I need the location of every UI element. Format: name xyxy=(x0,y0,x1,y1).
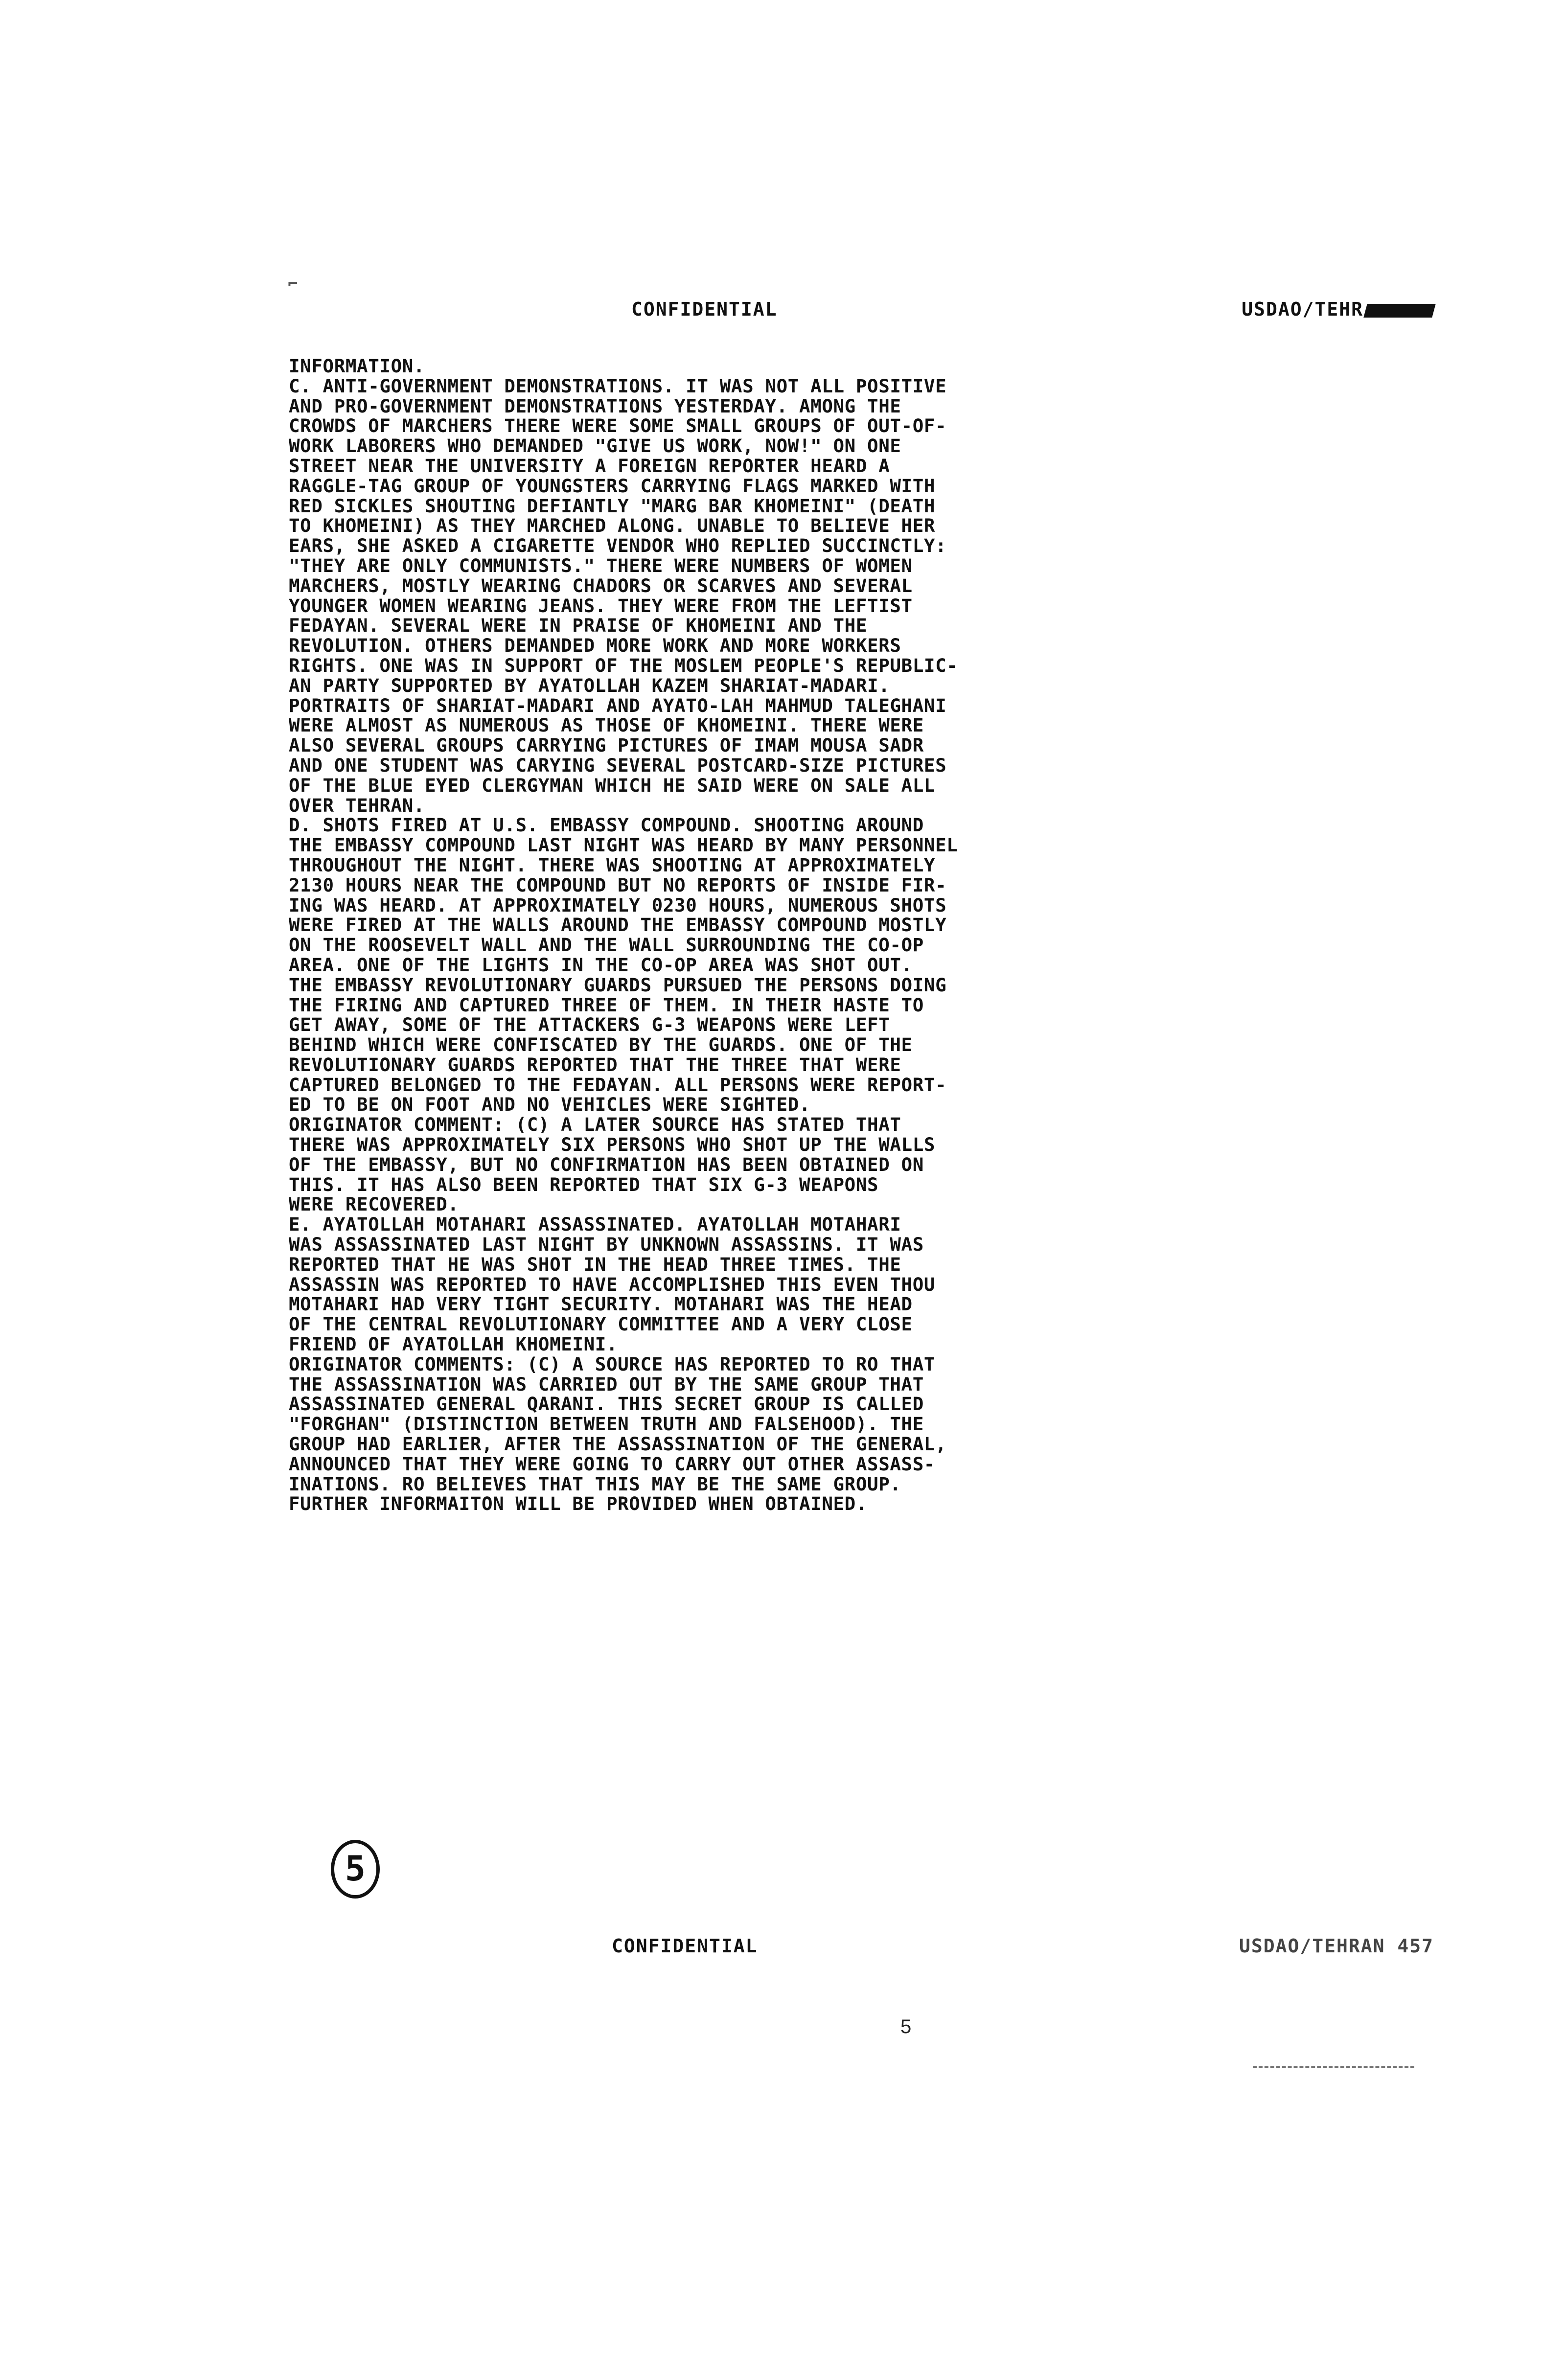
body-line: STREET NEAR THE UNIVERSITY A FOREIGN REPORTER HEARD A xyxy=(289,456,890,476)
body-line: TO KHOMEINI) AS THEY MARCHED ALONG. UNABLE TO BELIEVE HER xyxy=(289,516,936,536)
body-line: WERE FIRED AT THE WALLS AROUND THE EMBASSY COMPOUND MOSTLY xyxy=(289,915,947,936)
body-line: GROUP HAD EARLIER, AFTER THE ASSASSINATION OF THE GENERAL, xyxy=(289,1434,947,1454)
body-line: THROUGHOUT THE NIGHT. THERE WAS SHOOTING AT APPROXIMATELY xyxy=(289,855,936,875)
body-line: MOTAHARI HAD VERY TIGHT SECURITY. MOTAHARI WAS THE HEAD xyxy=(289,1294,913,1315)
body-line: THERE WAS APPROXIMATELY SIX PERSONS WHO SHOT UP THE WALLS xyxy=(289,1135,936,1155)
footer-classification: CONFIDENTIAL xyxy=(612,1935,758,1957)
body-line: FRIEND OF AYATOLLAH KHOMEINI. xyxy=(289,1334,618,1354)
body-line: CROWDS OF MARCHERS THERE WERE SOME SMALL GROUPS OF OUT-OF- xyxy=(289,416,947,436)
body-line: OVER TEHRAN. xyxy=(289,795,425,816)
redaction-mark xyxy=(1363,304,1436,318)
body-line: 2130 HOURS NEAR THE COMPOUND BUT NO REPORTS OF INSIDE FIR- xyxy=(289,875,947,895)
body-line: REVOLUTIONARY GUARDS REPORTED THAT THE THREE THAT WERE xyxy=(289,1054,901,1075)
body-line: "FORGHAN" (DISTINCTION BETWEEN TRUTH AND FALSEHOOD). THE xyxy=(289,1414,924,1435)
header-doc-ref-text: USDAO/TEHR xyxy=(1242,298,1363,320)
body-line: C. ANTI-GOVERNMENT DEMONSTRATIONS. IT WAS NOT ALL POSITIVE xyxy=(289,376,947,396)
body-line: INFORMATION. xyxy=(289,356,425,376)
body-line: "THEY ARE ONLY COMMUNISTS." THERE WERE NUMBERS OF WOMEN xyxy=(289,555,913,576)
body-line: ANNOUNCED THAT THEY WERE GOING TO CARRY OUT OTHER ASSASS- xyxy=(289,1454,936,1474)
body-line: THE ASSASSINATION WAS CARRIED OUT BY THE SAME GROUP THAT xyxy=(289,1374,924,1395)
body-line: OF THE CENTRAL REVOLUTIONARY COMMITTEE AND A VERY CLOSE xyxy=(289,1314,913,1335)
body-line: E. AYATOLLAH MOTAHARI ASSASSINATED. AYATOLLAH MOTAHARI xyxy=(289,1214,901,1235)
page-footer xyxy=(279,1935,1434,1960)
body-line: OF THE EMBASSY, BUT NO CONFIRMATION HAS BEEN OBTAINED ON xyxy=(289,1154,924,1175)
body-line: ING WAS HEARD. AT APPROXIMATELY 0230 HOURS, NUMEROUS SHOTS xyxy=(289,895,947,915)
body-line: REVOLUTION. OTHERS DEMANDED MORE WORK AND MORE WORKERS xyxy=(289,636,901,656)
body-line: AND ONE STUDENT WAS CARYING SEVERAL POSTCARD-SIZE PICTURES xyxy=(289,755,947,776)
body-line: RED SICKLES SHOUTING DEFIANTLY "MARG BAR KHOMEINI" (DEATH xyxy=(289,496,936,516)
body-line: THE EMBASSY REVOLUTIONARY GUARDS PURSUED THE PERSONS DOING xyxy=(289,975,947,995)
body-line: AREA. ONE OF THE LIGHTS IN THE CO-OP AREA WAS SHOT OUT. xyxy=(289,955,913,975)
body-line: RAGGLE-TAG GROUP OF YOUNGSTERS CARRYING FLAGS MARKED WITH xyxy=(289,476,936,496)
body-line: ORIGINATOR COMMENT: (C) A LATER SOURCE HAS STATED THAT xyxy=(289,1115,901,1135)
page-header xyxy=(279,298,1434,328)
body-line: MARCHERS, MOSTLY WEARING CHADORS OR SCARVES AND SEVERAL xyxy=(289,575,913,596)
body-line: OF THE BLUE EYED CLERGYMAN WHICH HE SAID WERE ON SALE ALL xyxy=(289,775,936,796)
body-line: WORK LABORERS WHO DEMANDED "GIVE US WORK, NOW!" ON ONE xyxy=(289,436,901,456)
body-line: INATIONS. RO BELIEVES THAT THIS MAY BE THE SAME GROUP. xyxy=(289,1474,901,1494)
body-line: AN PARTY SUPPORTED BY AYATOLLAH KAZEM SHARIAT-MADARI. xyxy=(289,675,890,696)
body-line: FEDAYAN. SEVERAL WERE IN PRAISE OF KHOMEINI AND THE xyxy=(289,616,868,636)
body-line: FURTHER INFORMAITON WILL BE PROVIDED WHEN OBTAINED. xyxy=(289,1494,868,1514)
body-line: GET AWAY, SOME OF THE ATTACKERS G-3 WEAPONS WERE LEFT xyxy=(289,1015,890,1035)
body-line: ASSASSINATED GENERAL QARANI. THIS SECRET GROUP IS CALLED xyxy=(289,1394,924,1415)
body-line: WERE ALMOST AS NUMEROUS AS THOSE OF KHOMEINI. THERE WERE xyxy=(289,715,924,736)
scan-artifact-mark: ⌐ xyxy=(288,274,298,294)
body-line: CAPTURED BELONGED TO THE FEDAYAN. ALL PERSONS WERE REPORT- xyxy=(289,1075,947,1095)
body-line: ED TO BE ON FOOT AND NO VEHICLES WERE SIGHTED. xyxy=(289,1095,811,1115)
body-line: ON THE ROOSEVELT WALL AND THE WALL SURROUNDING THE CO-OP xyxy=(289,935,924,955)
footer-doc-ref: USDAO/TEHRAN 457 xyxy=(1239,1935,1434,1957)
body-line: WERE RECOVERED. xyxy=(289,1194,459,1215)
body-line: ASSASSIN WAS REPORTED TO HAVE ACCOMPLISHED THIS EVEN THOU xyxy=(289,1274,936,1295)
body-line: RIGHTS. ONE WAS IN SUPPORT OF THE MOSLEM PEOPLE'S REPUBLIC- xyxy=(289,655,958,676)
scan-edge-rule xyxy=(1253,2066,1414,2068)
body-line: ALSO SEVERAL GROUPS CARRYING PICTURES OF IMAM MOUSA SADR xyxy=(289,735,924,755)
body-line: WAS ASSASSINATED LAST NIGHT BY UNKNOWN ASSASSINS. IT WAS xyxy=(289,1235,924,1255)
body-line: AND PRO-GOVERNMENT DEMONSTRATIONS YESTERDAY. AMONG THE xyxy=(289,396,901,416)
page-number: 5 xyxy=(900,2016,912,2037)
header-doc-ref xyxy=(1242,298,1434,320)
body-line: PORTRAITS OF SHARIAT-MADARI AND AYATO-LAH MAHMUD TALEGHANI xyxy=(289,695,947,716)
body-line: EARS, SHE ASKED A CIGARETTE VENDOR WHO REPLIED SUCCINCTLY: xyxy=(289,536,947,556)
header-classification: CONFIDENTIAL xyxy=(631,298,778,320)
body-line: BEHIND WHICH WERE CONFISCATED BY THE GUARDS. ONE OF THE xyxy=(289,1035,913,1055)
circled-page-stamp: 5 xyxy=(331,1840,380,1899)
body-line: REPORTED THAT HE WAS SHOT IN THE HEAD THREE TIMES. THE xyxy=(289,1254,901,1275)
body-line: THIS. IT HAS ALSO BEEN REPORTED THAT SIX G-3 WEAPONS xyxy=(289,1174,879,1195)
body-line: THE FIRING AND CAPTURED THREE OF THEM. IN THEIR HASTE TO xyxy=(289,995,924,1015)
message-body xyxy=(289,356,1272,1514)
body-line: ORIGINATOR COMMENTS: (C) A SOURCE HAS REPORTED TO RO THAT xyxy=(289,1354,936,1374)
body-line: YOUNGER WOMEN WEARING JEANS. THEY WERE FROM THE LEFTIST xyxy=(289,595,913,616)
body-line: D. SHOTS FIRED AT U.S. EMBASSY COMPOUND. SHOOTING AROUND xyxy=(289,815,924,836)
body-line: THE EMBASSY COMPOUND LAST NIGHT WAS HEARD BY MANY PERSONNEL xyxy=(289,835,958,855)
